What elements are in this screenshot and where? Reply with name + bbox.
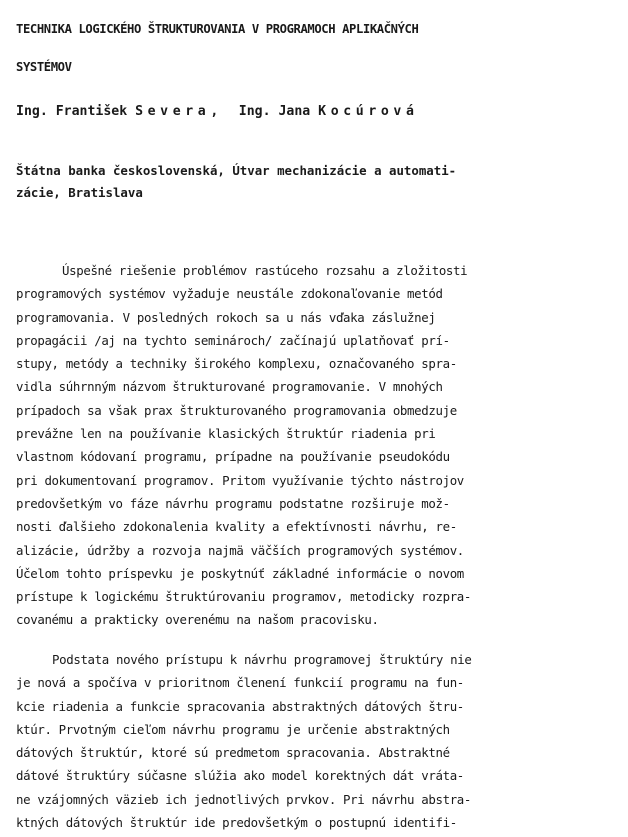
paragraph-2-line: kcie riadenia a funkcie spracovania abstraktných dátových štru- [16,698,464,714]
paragraph-2-line: ne vzájomných väzieb ich jednotlivých prvkov. Pri návrhu abstra- [16,791,472,807]
paragraph-1-line: prevážne len na používanie klasických štruktúr riadenia pri [16,426,436,442]
paper-title [16,10,616,86]
paragraph-2-line: ktných dátových štruktúr ide predovšetkým o postupnú identifi- [16,815,457,831]
paragraph-2 [16,648,620,834]
paragraph-1-line: stupy, metódy a techniky širokého komplexu, označovaného spra- [16,356,457,372]
title-line-2: SYSTÉMOV [16,60,72,74]
paragraph-1-line: predovšetkým vo fáze návrhu programu podstatne rozširuje mož- [16,495,450,511]
paragraph-2-line: je nová a spočíva v prioritnom členení funkcií programu na fun- [16,675,464,691]
paragraph-1-line: programových systémov vyžaduje neustále zdokonaľovanie metód [16,286,443,302]
author-1-surname: Severa, [135,104,223,119]
paragraph-1-line: prístupe k logickému štruktúrovaniu programov, metodicky rozpra- [16,589,472,605]
paragraph-1-line: vidla súhrnným názvom štrukturované programovanie. V mnohých [16,379,443,395]
paragraph-1-line: Úspešné riešenie problémov rastúceho rozsahu a zložitosti [62,263,468,278]
affiliation-line-1: Štátna banka československá, Útvar mechanizácie a automati- [16,163,457,178]
paragraph-2-line: dátových štruktúr, ktoré sú predmetom spracovania. Abstraktné [16,745,450,761]
affiliation-line-2: zácie, Bratislava [16,185,143,200]
paragraph-1-line: prípadoch sa však prax štrukturovaného programovania obmedzuje [16,402,457,418]
paragraph-2-line: Podstata nového prístupu k návrhu programovej štruktúry nie [52,652,472,667]
paragraph-1-line: Účelom tohto príspevku je poskytnúť základné informácie o novom [16,565,464,581]
author-line [16,104,419,119]
affiliation [16,160,616,204]
paragraph-2-line: dátové štruktúry súčasne slúžia ako model korektných dát vráta- [16,768,464,784]
paragraph-1-line: propagácii /aj na tychto seminároch/ začínajú uplatňovať prí- [16,332,450,348]
paragraph-1-line: vlastnom kódovaní programu, prípadne na používanie pseudokódu [16,449,450,465]
paragraph-1-line: programovania. V posledných rokoch sa u nás vďaka záslužnej [16,309,436,325]
author-2-prefix: Ing. Jana [238,104,319,119]
paragraph-1-line: covanému a prakticky overenému na našom pracovisku. [16,612,379,628]
paragraph-1-line: nosti ďalšieho zdokonalenia kvality a efektívnosti návrhu, re- [16,519,457,535]
paragraph-2-line: ktúr. Prvotným cieľom návrhu programu je určenie abstraktných [16,721,450,737]
paragraph-1-line: alizácie, údržby a rozvoja najmä väčších programových systémov. [16,542,464,558]
paragraph-1 [16,259,620,632]
author-2-surname: Kocúrová [318,104,419,119]
author-1-prefix: Ing. František [16,104,136,119]
title-line-1: TECHNIKA LOGICKÉHO ŠTRUKTUROVANIA V PROGRAMOCH APLIKAČNÝCH [16,22,419,36]
paragraph-1-line: pri dokumentovaní programov. Pritom využívanie týchto nástrojov [16,472,464,488]
